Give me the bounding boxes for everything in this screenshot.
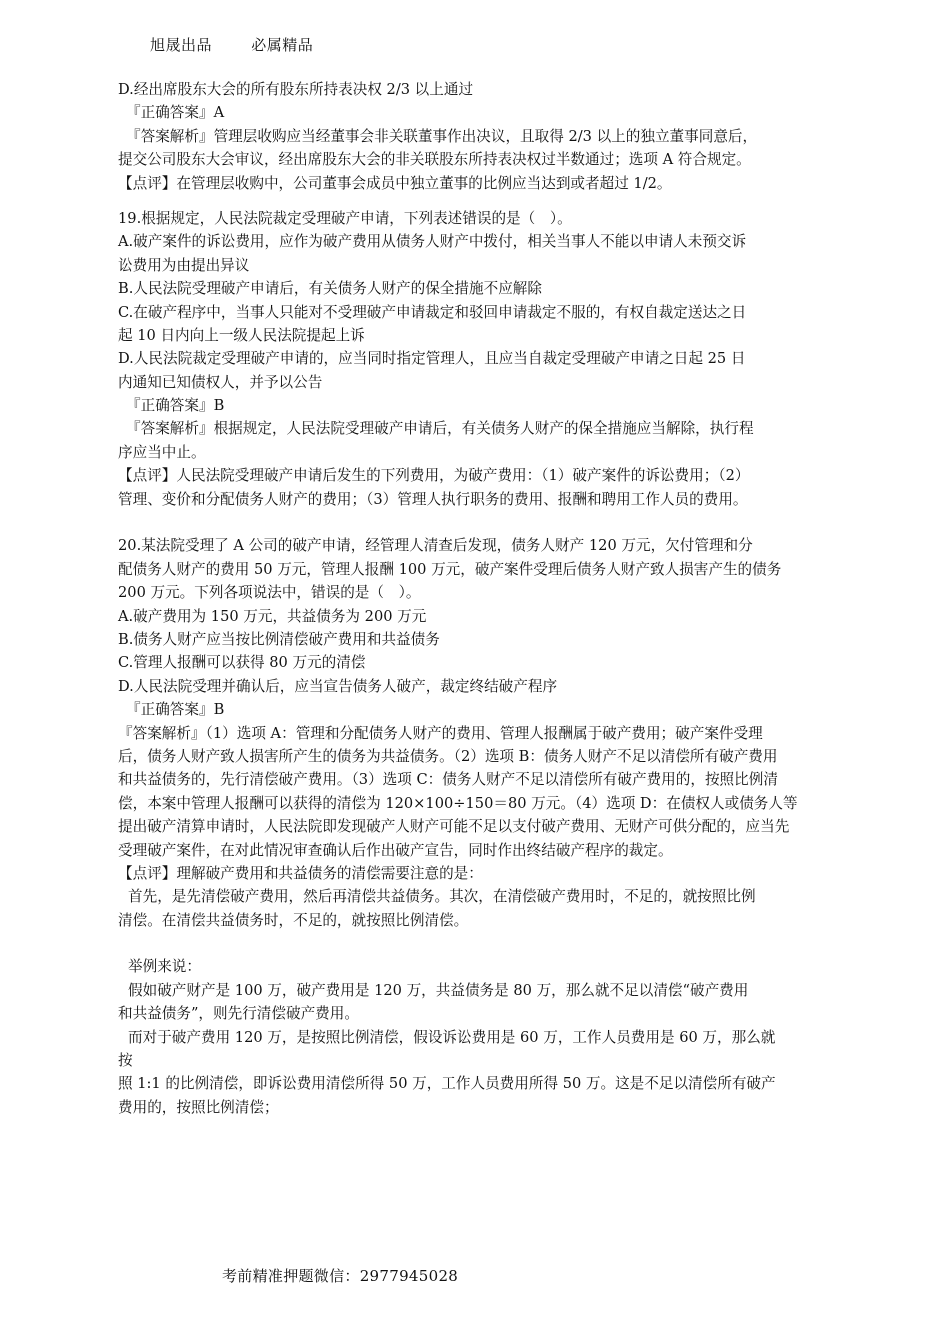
text-line: 首先，是先清偿破产费用，然后再清偿共益债务。其次，在清偿破产费用时，不足的，就按照比例 — [128, 888, 756, 906]
option-a: A.破产案件的诉讼费用，应作为破产费用从债务人财产中拨付，相关当事人不能以申请人未预交诉 — [118, 233, 747, 251]
option-d: D.人民法院受理并确认后，应当宣告债务人破产，裁定终结破产程序 — [118, 677, 558, 695]
text-line: 后，债务人财产致人损害所产生的债务为共益债务。（2）选项 B：债务人财产不足以清偿所有破产费用 — [118, 747, 778, 765]
text-line: 费用的，按照比例清偿； — [118, 1098, 279, 1116]
text-line: 起 10 日内向上一级人民法院提起上诉 — [118, 326, 365, 344]
correct-answer: 『正确答案』A — [126, 104, 225, 122]
text-line: 受理破产案件，在对此情况审查确认后作出破产宣告，同时作出终结破产程序的裁定。 — [118, 841, 673, 859]
option-c: C.在破产程序中，当事人只能对不受理破产申请裁定和驳回申请裁定不服的，有权自裁定送达之日 — [118, 303, 747, 321]
text-line: 内通知已知债权人，并予以公告 — [118, 373, 323, 391]
comment: 【点评】理解破产费用和共益债务的清偿需要注意的是： — [118, 864, 483, 882]
answer-analysis: 『答案解析』管理层收购应当经董事会非关联董事作出决议，且取得 2/3 以上的独立董事同意后， — [126, 127, 758, 145]
text-line: D.经出席股东大会的所有股东所持表决权 2/3 以上通过 — [118, 81, 474, 98]
text-line: 200 万元。下列各项说法中，错误的是（ ）。 — [118, 584, 421, 602]
answer-analysis: 『答案解析』根据规定，人民法院受理破产申请后，有关债务人财产的保全措施应当解除，执行程 — [126, 420, 754, 438]
question-title: 20.某法院受理了 A 公司的破产申请，经管理人清查后发现，债务人财产 120 万元，欠付管理和分 — [118, 537, 753, 555]
document-body — [118, 78, 870, 1119]
example-heading: 举例来说： — [128, 958, 201, 976]
header-brand: 旭晟出品 — [150, 36, 213, 54]
text-line: 管理、变价和分配债务人财产的费用；（3）管理人执行职务的费用、报酬和聘用工作人员的费用。 — [118, 490, 748, 508]
header-slogan: 必属精品 — [251, 36, 314, 54]
text-line: 配债务人财产的费用 50 万元，管理人报酬 100 万元，破产案件受理后债务人财产致人损害产生的债务 — [118, 560, 782, 578]
text-line: 假如破产财产是 100 万，破产费用是 120 万，共益债务是 80 万，那么就不足以清偿“破产费用 — [128, 981, 749, 999]
page-header — [150, 34, 313, 55]
comment: 【点评】在管理层收购中，公司董事会成员中独立董事的比例应当达到或者超过 1/2。 — [118, 174, 672, 192]
text-line: 提出破产清算申请时，人民法院即发现破产人财产可能不足以支付破产费用、无财产可供分配的，应当先 — [118, 818, 790, 836]
option-d: D.人民法院裁定受理破产申请的，应当同时指定管理人，且应当自裁定受理破产申请之日起 25 日 — [118, 350, 746, 368]
text-line: 照 1:1 的比例清偿，即诉讼费用清偿所得 50 万，工作人员费用所得 50 万。这是不足以清偿所有破产 — [118, 1075, 776, 1093]
text-line: 讼费用为由提出异议 — [118, 256, 250, 274]
correct-answer: 『正确答案』B — [126, 397, 225, 415]
question-title: 19.根据规定，人民法院裁定受理破产申请，下列表述错误的是（ ）。 — [118, 209, 572, 227]
comment: 【点评】人民法院受理破产申请后发生的下列费用，为破产费用：（1）破产案件的诉讼费用；（2） — [118, 467, 750, 485]
text-line: 和共益债务的，先行清偿破产费用。（3）选项 C：债务人财产不足以清偿所有破产费用的，按照比例清 — [118, 771, 778, 789]
option-b: B.人民法院受理破产申请后，有关债务人财产的保全措施不应解除 — [118, 280, 542, 298]
answer-analysis: 『答案解析』（1）选项 A：管理和分配债务人财产的费用、管理人报酬属于破产费用；破产案件受理 — [118, 724, 763, 742]
option-b: B.债务人财产应当按比例清偿破产费用和共益债务 — [118, 630, 440, 648]
text-line: 而对于破产费用 120 万，是按照比例清偿，假设诉讼费用是 60 万，工作人员费用是 60 万，那么就 — [128, 1028, 776, 1046]
correct-answer: 『正确答案』B — [126, 701, 225, 719]
option-c: C.管理人报酬可以获得 80 万元的清偿 — [118, 654, 366, 672]
text-line: 和共益债务”，则先行清偿破产费用。 — [118, 1005, 359, 1023]
text-line: 清偿。在清偿共益债务时，不足的，就按照比例清偿。 — [118, 911, 469, 929]
text-line: 提交公司股东大会审议，经出席股东大会的非关联股东所持表决权过半数通过；选项 A 符合规定。 — [118, 151, 751, 169]
text-line: 序应当中止。 — [118, 443, 206, 461]
option-a: A.破产费用为 150 万元，共益债务为 200 万元 — [118, 607, 427, 625]
text-line: 按 — [118, 1052, 133, 1070]
text-line: 偿，本案中管理人报酬可以获得的清偿为 120×100÷150＝80 万元。（4）选项 D：在债权人或债务人等 — [118, 794, 798, 812]
page-footer: 考前精准押题微信：2977945028 — [222, 1267, 459, 1285]
